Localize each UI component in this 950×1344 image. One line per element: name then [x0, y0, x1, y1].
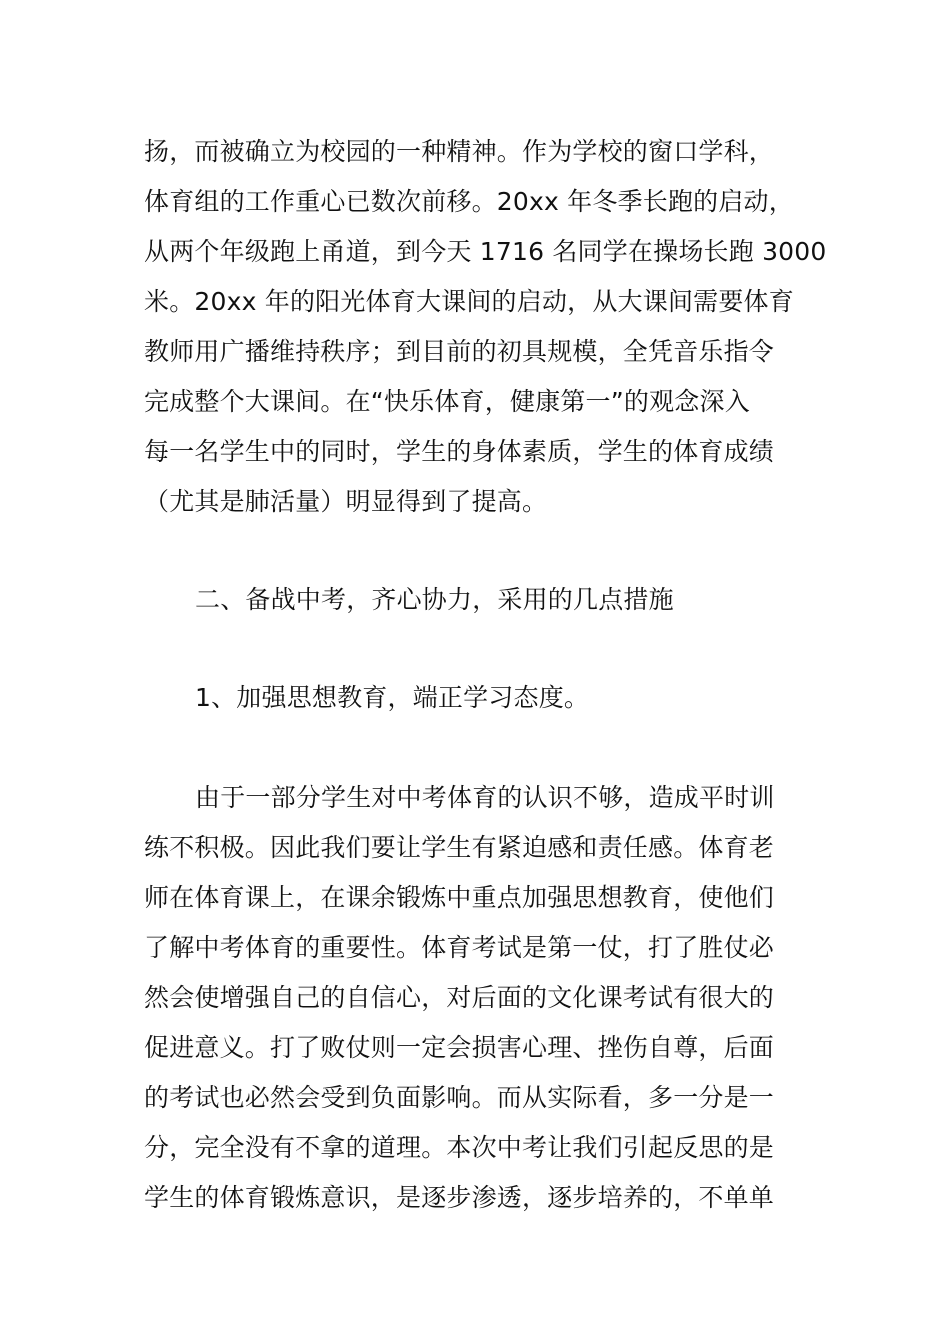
paragraph-line: 分，完全没有不拿的道理。本次中考让我们引起反思的是 — [144, 1133, 775, 1162]
paragraph-line: 教师用广播维持秩序；到目前的初具规模，全凭音乐指令 — [144, 337, 775, 366]
paragraph-line: 了解中考体育的重要性。体育考试是第一仗，打了胜仗必 — [144, 933, 775, 962]
paragraph-line: 完成整个大课间。在“快乐体育，健康第一”的观念深入 — [144, 387, 750, 416]
paragraph-line: 师在体育课上，在课余锻炼中重点加强思想教育，使他们 — [144, 883, 775, 912]
paragraph-line: 从两个年级跑上甬道，到今天 1716 名同学在操场长跑 3000 — [144, 237, 827, 266]
paragraph-line: 由于一部分学生对中考体育的认识不够，造成平时训 — [195, 783, 775, 812]
paragraph-line: 米。20xx 年的阳光体育大课间的启动，从大课间需要体育 — [144, 287, 794, 316]
paragraph-line: 学生的体育锻炼意识，是逐步渗透，逐步培养的，不单单 — [144, 1183, 775, 1212]
paragraph-line: 然会使增强自己的自信心，对后面的文化课考试有很大的 — [144, 983, 775, 1012]
subsection-heading: 1、加强思想教育，端正学习态度。 — [195, 683, 590, 712]
paragraph-line: 促进意义。打了败仗则一定会损害心理、挫伤自尊，后面 — [144, 1033, 775, 1062]
paragraph-line: 扬，而被确立为校园的一种精神。作为学校的窗口学科， — [144, 137, 775, 166]
paragraph-line: 每一名学生中的同时，学生的身体素质，学生的体育成绩 — [144, 437, 775, 466]
paragraph-line: （尤其是肺活量）明显得到了提高。 — [144, 487, 548, 516]
paragraph-line: 体育组的工作重心已数次前移。20xx 年冬季长跑的启动， — [144, 187, 794, 216]
section-heading: 二、备战中考，齐心协力，采用的几点措施 — [195, 585, 674, 614]
paragraph-line: 的考试也必然会受到负面影响。而从实际看，多一分是一 — [144, 1083, 775, 1112]
paragraph-line: 练不积极。因此我们要让学生有紧迫感和责任感。体育老 — [144, 833, 775, 862]
